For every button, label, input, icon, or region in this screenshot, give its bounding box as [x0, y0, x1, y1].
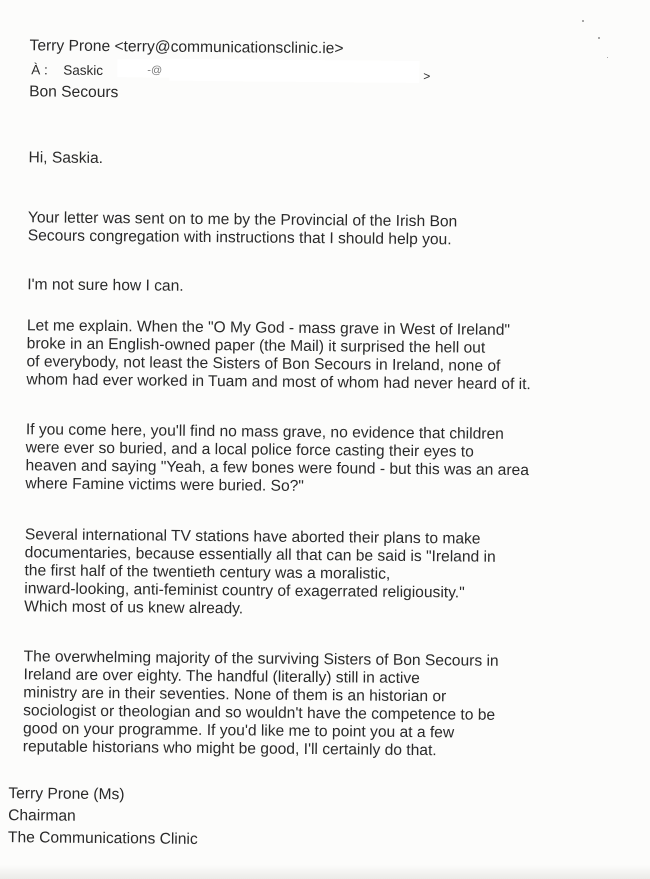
text-line: of everybody, not least the Sisters of Bon Secours in Ireland, none of [26, 353, 501, 375]
text-line: If you come here, you'll find no mass grave, no evidence that children [25, 421, 504, 443]
text-line: inward-looking, anti-feminist country of exagerrated religiousity." [24, 580, 465, 602]
greeting: Hi, Saskia. [28, 149, 104, 167]
to-name: Saskic [63, 62, 104, 78]
text-line: were ever so buried, and a local police force casting their eyes to [25, 439, 474, 461]
text-line: reputable historians who might be good, I'll certainly do that. [22, 738, 437, 760]
text-line: Which most of us knew already. [24, 598, 244, 618]
signature-company: The Communications Clinic [7, 829, 198, 848]
text-line: The overwhelming majority of the surviving Sisters of Bon Secours in [23, 648, 499, 670]
text-line: sociologist or theologian and so wouldn't have the competence to be [23, 702, 496, 724]
text-line: Let me explain. When the "O My God - mass grave in West of Ireland" [26, 317, 511, 339]
scan-edge-shadow [0, 865, 650, 879]
text-line: ministry are in their seventies. None of them is an historian or [23, 684, 447, 706]
to-label: À : [31, 62, 48, 78]
text-line: broke in an English-owned paper (the Mail) it surprised the hell out [26, 335, 486, 357]
text-line: Several international TV stations have aborted their plans to make [24, 526, 481, 548]
text-line: good on your programme. If you'd like me to point you at a few [22, 720, 455, 742]
text-line: Secours congregation with instructions that I should help you. [27, 227, 452, 249]
from-line: Terry Prone <terry@communicationsclinic.ie> [29, 37, 344, 58]
text-line: Your letter was sent on to me by the Provincial of the Irish Bon [27, 209, 458, 231]
text-line: where Famine victims were buried. So?" [25, 475, 304, 495]
text-line: the first half of the twentieth century was a moralistic, [24, 562, 391, 583]
text-line: heaven and saying "Yeah, a few bones were found - but this was an area [25, 457, 530, 480]
subject-line: Bon Secours [29, 83, 119, 102]
scan-speck [582, 20, 584, 22]
email-header [0, 0, 650, 102]
signature-name: Terry Prone (Ms) [8, 785, 125, 804]
text-line: documentaries, because essentially all that can be said is "Ireland in [24, 544, 496, 566]
to-close: > [423, 69, 431, 84]
redaction-block [169, 59, 419, 83]
text-line: whom had ever worked in Tuam and most of whom had never heard of it. [26, 371, 531, 394]
scan-speck [598, 37, 600, 39]
text-line: I'm not sure how I can. [27, 276, 184, 295]
text-line: Ireland are over eighty. The handful (literally) still in active [23, 666, 420, 688]
to-at-sign: -@ [147, 64, 163, 77]
signature-title: Chairman [8, 807, 76, 825]
scan-speck [607, 57, 608, 58]
